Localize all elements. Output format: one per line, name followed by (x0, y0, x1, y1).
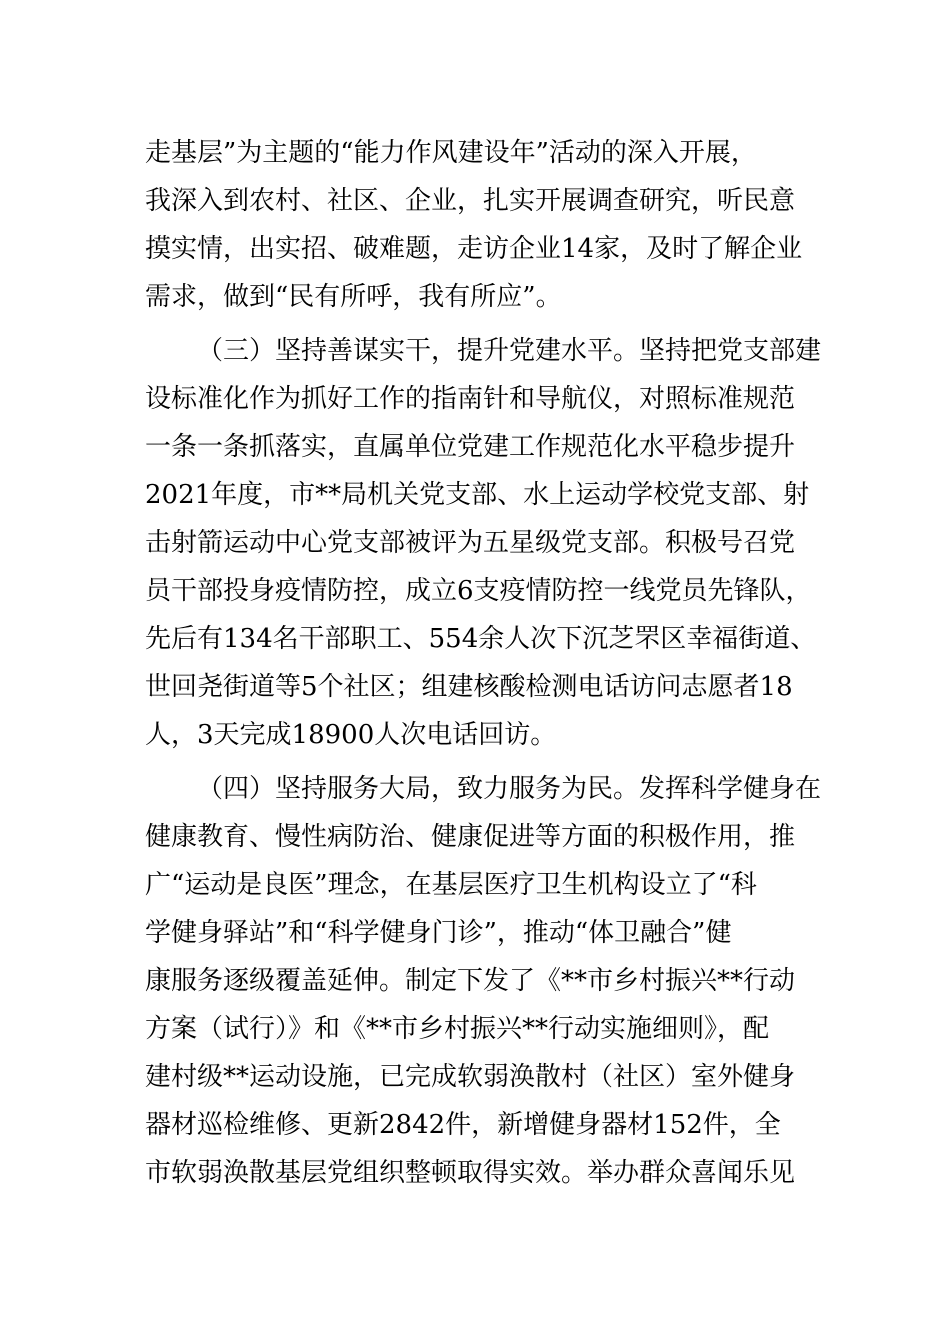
text-line: 设标准化作为抓好工作的指南针和导航仪，对照标准规范 (145, 384, 796, 414)
text-line: 方案（试行）》和《**市乡村振兴**行动实施细则》，配 (145, 1014, 770, 1044)
text-line: 器材巡检维修、更新2842件，新增健身器材152件，全 (145, 1110, 781, 1140)
text-line: 广“运动是良医”理念，在基层医疗卫生机构设立了“科 (145, 870, 757, 900)
text-line: 康服务逐级覆盖延伸。制定下发了《**市乡村振兴**行动 (145, 966, 796, 996)
text-line: 击射箭运动中心党支部被评为五星级党支部。积极号召党 (145, 528, 796, 558)
text-line: 建村级**运动设施，已完成软弱涣散村（社区）室外健身 (145, 1062, 796, 1092)
text-line: 我深入到农村、社区、企业，扎实开展调查研究，听民意 (145, 186, 796, 216)
text-line: 走基层”为主题的“能力作风建设年”活动的深入开展， (145, 138, 757, 168)
text-line: 一条一条抓落实，直属单位党建工作规范化水平稳步提升 (145, 432, 796, 462)
text-line: 健康教育、慢性病防治、健康促进等方面的积极作用，推 (145, 822, 796, 852)
text-line: 2021年度，市**局机关党支部、水上运动学校党支部、射 (145, 480, 810, 510)
text-line: 世回尧街道等5个社区；组建核酸检测电话访问志愿者18 (145, 672, 793, 702)
text-line: 摸实情，出实招、破难题，走访企业14家，及时了解企业 (145, 234, 803, 264)
paragraph-heading-line: （四）坚持服务大局，致力服务为民。发挥科学健身在 (197, 774, 822, 804)
text-line: 员干部投身疫情防控，成立6支疫情防控一线党员先锋队， (145, 576, 812, 606)
text-line: 人，3天完成18900人次电话回访。 (145, 720, 557, 750)
text-line: 先后有134名干部职工、554余人次下沉芝罘区幸福街道、 (145, 624, 817, 654)
text-line: 学健身驿站”和“科学健身门诊”，推动“体卫融合”健 (145, 918, 732, 948)
paragraph-heading-line: （三）坚持善谋实干，提升党建水平。坚持把党支部建 (197, 336, 822, 366)
text-line: 需求，做到“民有所呼，我有所应”。 (145, 282, 562, 312)
text-line: 市软弱涣散基层党组织整顿取得实效。举办群众喜闻乐见 (145, 1158, 796, 1188)
